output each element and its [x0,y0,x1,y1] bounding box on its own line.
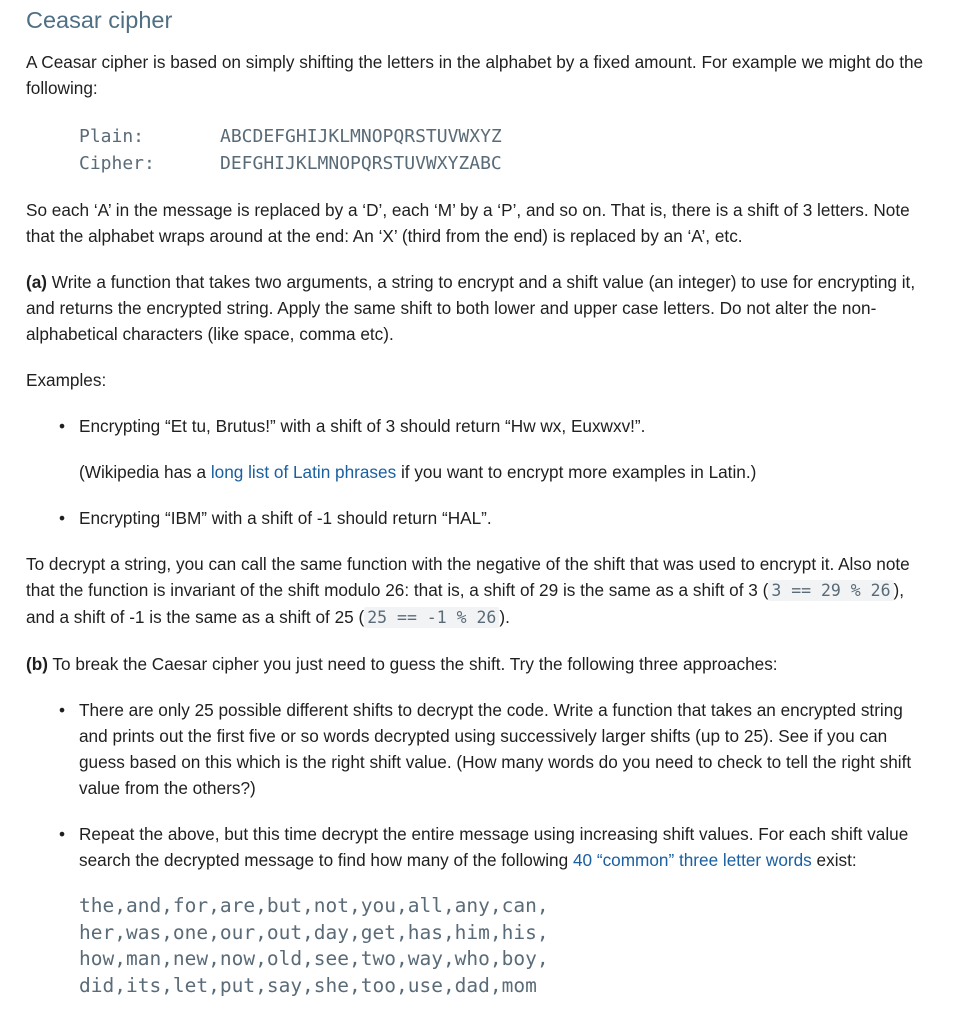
words-line: her,was,one,our,out,day,get,has,him,his, [79,920,549,944]
cipher-table [79,123,932,177]
plain-value: ABCDEFGHIJKLMNOPQRSTUVWXYZ [220,126,502,147]
inline-code-1: 3 == 29 % 26 [768,580,893,601]
note-text-post: if you want to encrypt more examples in Latin.) [396,462,757,482]
approach-1-text: There are only 25 possible different shifts to decrypt the code. Write a function that takes an encrypted string and prints out the first five or so words decrypted using successively larger shifts (up to 25). See if you can guess based on this which is the right shift value. (How many words do you need to check to tell the right shift value from the others?) [79,700,912,798]
part-a-text: Write a function that takes two arguments, a string to encrypt and a shift value (an integer) to use for encrypting it, and returns the encrypted string. Apply the same shift to both lower and upper case letters. Do not alter the non-alphabetical characters (like space, comma etc). [26,272,916,344]
bullet-icon: • [59,700,66,720]
part-b-label: (b) [26,654,48,674]
words-line: the,and,for,are,but,not,you,all,any,can, [79,894,549,917]
approaches-list [26,697,932,999]
explanation-paragraph: So each ‘A’ in the message is replaced by a ‘D’, each ‘M’ by a ‘P’, and so on. That is, there is a shift of 3 letters. Note that the alphabet wraps around at the end: An ‘X’ (third from the end) is replaced by an ‘A’, etc. [26,200,910,246]
intro-paragraph: A Ceasar cipher is based on simply shifting the letters in the alphabet by a fixed amount. For example we might do the following: [26,52,924,98]
list-item [26,505,932,531]
page-title: Ceasar cipher [26,7,173,33]
list-item [26,413,932,485]
example-1-text: Encrypting “Et tu, Brutus!” with a shift of 3 should return “Hw wx, Euxwxv!”. [79,416,646,436]
example-1-note [79,459,932,485]
approach-2-pre: Repeat the above, but this time decrypt the entire message using increasing shift values. For each shift value search the decrypted message to find how many of the following [79,824,909,870]
bullet-icon: • [59,824,66,844]
note-text-pre: (Wikipedia has a [79,462,211,482]
cipher-row [79,150,932,177]
part-b-paragraph [26,651,932,677]
decrypt-paragraph [26,551,932,631]
plain-label: Plain: [79,126,145,147]
common-words-code-block [79,893,932,999]
list-item [26,697,932,801]
document-page [0,3,958,999]
approach-2-post: exist: [811,850,857,870]
latin-phrases-link[interactable]: long list of Latin phrases [210,462,397,482]
plain-row [79,123,932,150]
decrypt-text-3: ). [499,607,510,627]
part-a-label: (a) [26,272,48,292]
words-line: did,its,let,put,say,she,too,use,dad,mom [79,973,537,997]
approach-2-text [79,821,932,873]
decrypt-text-2: ), and a shift of -1 is the same as a shift of 25 ( [26,580,905,627]
bullet-icon: • [59,508,66,528]
part-a-paragraph [26,269,932,347]
list-item [26,821,932,999]
words-line: how,man,new,now,old,see,two,way,who,boy, [79,947,549,970]
common-words-link[interactable]: 40 “common” three letter words [572,850,812,870]
cipher-value: DEFGHIJKLMNOPQRSTUVWXYZABC [220,153,502,174]
part-b-text: To break the Caesar cipher you just need to guess the shift. Try the following three approaches: [47,654,778,674]
inline-code-2: 25 == -1 % 26 [364,607,499,628]
bullet-icon: • [59,416,66,436]
example-2-text: Encrypting “IBM” with a shift of -1 should return “HAL”. [79,508,492,528]
examples-heading: Examples: [26,370,107,390]
examples-list [26,413,932,531]
decrypt-text-1: To decrypt a string, you can call the same function with the negative of the shift that was used to encrypt it. Also note that the function is invariant of the shift modulo 26: that is, a shift of 29 is the same as a shift of 3 ( [26,554,910,600]
cipher-label: Cipher: [79,153,155,174]
